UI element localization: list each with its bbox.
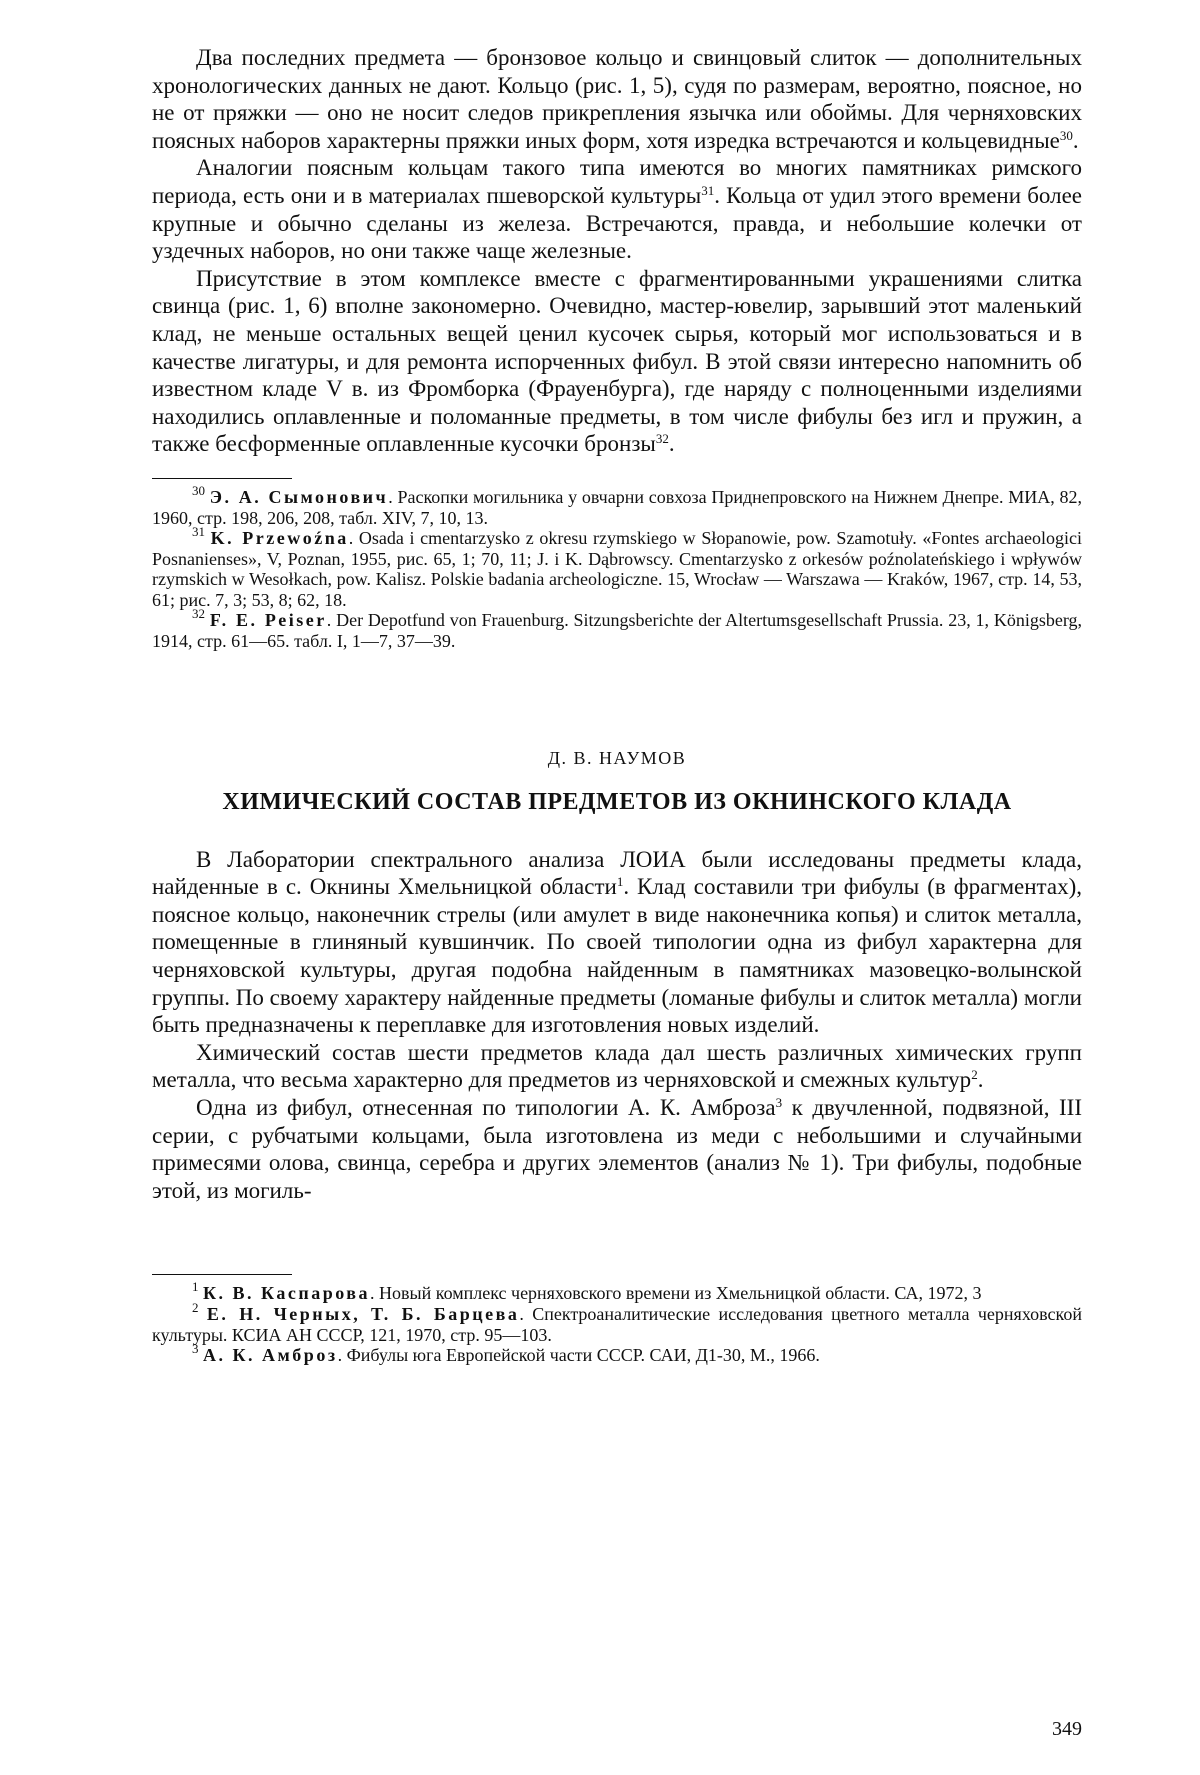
footnote-ref[interactable]: 2	[971, 1067, 978, 1083]
footnote-ref[interactable]: 3	[775, 1095, 783, 1110]
paragraph: Два последних предмета — бронзовое кольцо и свинцовый слиток — дополнительных хронологических данных не дают. Кольцо (рис. 1, 5), судя по размерам, вероятно, поясное, но не от пряжки — оно не носит следов прикрепления язычка или обоймы. Для черняховских поясных наборов характерны пряжки иных форм, хотя изредка встречаются и кольцевидные$^{30}$.	[152, 45, 1082, 153]
footnote-author: K. Przewoźna	[210, 528, 349, 549]
footnote: $^{30}$ Э. А. Сымонович. Раскопки могильника у овчарни совхоза Приднепровского на Нижнем Днепре. МИА, 82, 1960, стр. 198, 206, 208, табл. XIV, 7, 10, 13.	[152, 482, 1083, 528]
footnote-number: 30	[192, 482, 205, 498]
footnote-author: К. В. Каспарова	[203, 1283, 371, 1304]
footnote-ref[interactable]: 31	[701, 182, 715, 198]
footnote-number: 1	[192, 1279, 199, 1295]
footnote-ref[interactable]: 32	[655, 431, 669, 447]
article-author: Д. В. НАУМОВ	[547, 747, 687, 768]
footnote: $^1$ К. В. Каспарова. Новый комплекс черняховского времени из Хмельницкой области. СА, 1972, 3	[192, 1279, 982, 1304]
page-number: 349	[1052, 1718, 1082, 1740]
section1-body	[152, 44, 1082, 458]
paragraph: Одна из фибул, отнесенная по типологии А. К. Амброза$^3$ к двучленной, подвязной, III серии, с рубчатыми кольцами, была изготовлена из меди с небольшими и случайными примесями олова, свинца, серебра и других элементов (анализ № 1). Три фибулы, подобные этой, из могиль-	[152, 1095, 1082, 1203]
footnote-number: 2	[192, 1299, 199, 1315]
article-title: ХИМИЧЕСКИЙ СОСТАВ ПРЕДМЕТОВ ИЗ ОКНИНСКОГО КЛАДА	[222, 788, 1012, 815]
footnote-author: Э. А. Сымонович	[209, 486, 389, 507]
paragraph: Аналогии поясным кольцам такого типа имеются во многих памятниках римского периода, есть они и в материалах пшеворской культуры$^{31}$. Кольца от удил этого времени более крупные и обычно сделаны из железа. Встречаются, правда, и небольшие колечки от уздечных наборов, но они также чаще железные.	[152, 155, 1083, 264]
footnote: $^{31}$ K. Przewoźna. Osada i cmentarzysko z okresu rzymskiego w Słopanowie, pow. Szamotuły. «Fontes archaeologici Posnanienses», V, Poznan, 1955, рис. 65, 1; 70, 11; J. i K. Dąbrowscy. Cmentarzysko z orkesów poźnolateńskiego i wpływów rzymskich w Wesołkach, pow. Kalisz. Polskie badania archeologiczne. 15, Wrocław — Warszawa — Kraków, 1967, стр. 14, 53, 61; рис. 7, 3; 53, 8; 62, 18.	[152, 524, 1082, 610]
footnote-ref[interactable]: 1	[616, 874, 624, 890]
article-body	[152, 846, 1082, 1205]
paragraph: В Лаборатории спектрального анализа ЛОИА были исследованы предметы клада, найденные в с. Окнины Хмельницкой области$^1$. Клад составили три фибулы (в фрагментах), поясное кольцо, наконечник стрелы (или амулет в виде наконечника копья) и слиток металла, помещенные в глиняный кувшинчик. По своей типологии одна из фибул характерна для черняховской культуры, другая подобна найденным в памятниках мазовецко-волынской группы. По своему характеру найденные предметы (ломаные фибулы и слиток металла) могли быть предназначены к переплавке для изготовления новых изделий.	[152, 846, 1082, 1038]
footnote-number: 32	[192, 606, 205, 622]
footnote-ref[interactable]: 30	[1059, 127, 1073, 143]
footnote-author: Е. Н. Черных, Т. Б. Барцева	[206, 1303, 520, 1324]
paragraph: Присутствие в этом комплексе вместе с фрагментированными украшениями слитка свинца (рис. 1, 6) вполне закономерно. Очевидно, мастер-ювелир, зарывший этот маленький клад, не меньше остальных вещей ценил кусочек сырья, который мог использоваться и в качестве лигатуры, и для ремонта испорченных фибул. В этой связи интересно напомнить об известном кладе V в. из Фромборка (Фрауенбурга), где наряду с полноценными изделиями находились оплавленные и поломанные предметы, в том числе фибулы без игл и пружин, а также бесформенные оплавленные кусочки бронзы$^{32}$.	[152, 265, 1082, 457]
footnote: $^{32}$ F. E. Peiser. Der Depotfund von Frauenburg. Sitzungsberichte der Altertumsgesellschaft Prussia. 23, 1, Königsberg, 1914, стр. 61—65. табл. I, 1—7, 37—39.	[152, 606, 1083, 652]
footnote-divider	[152, 478, 292, 479]
footnote-number: 31	[192, 524, 205, 540]
paragraph: Химический состав шести предметов клада дал шесть различных химических групп металла, что весьма характерно для предметов из черняховской и смежных культур$^2$.	[152, 1039, 1082, 1093]
footnote: $^2$ Е. Н. Черных, Т. Б. Барцева. Спектроаналитические исследования цветного металла черняховской культуры. КСИА АН СССР, 121, 1970, стр. 95—103.	[152, 1299, 1082, 1345]
page	[152, 44, 1082, 1366]
footnote-number: 3	[192, 1341, 199, 1357]
article-footnotes	[152, 1279, 1082, 1366]
footnote-author: F. E. Peiser	[209, 610, 327, 631]
footnote-divider	[152, 1274, 292, 1275]
footnote: $^3$ А. К. Амброз. Фибулы юга Европейской части СССР. САИ, Д1-30, М., 1966.	[192, 1341, 820, 1366]
section1-footnotes	[152, 482, 1083, 652]
footnote-author: А. К. Амброз	[203, 1345, 338, 1366]
